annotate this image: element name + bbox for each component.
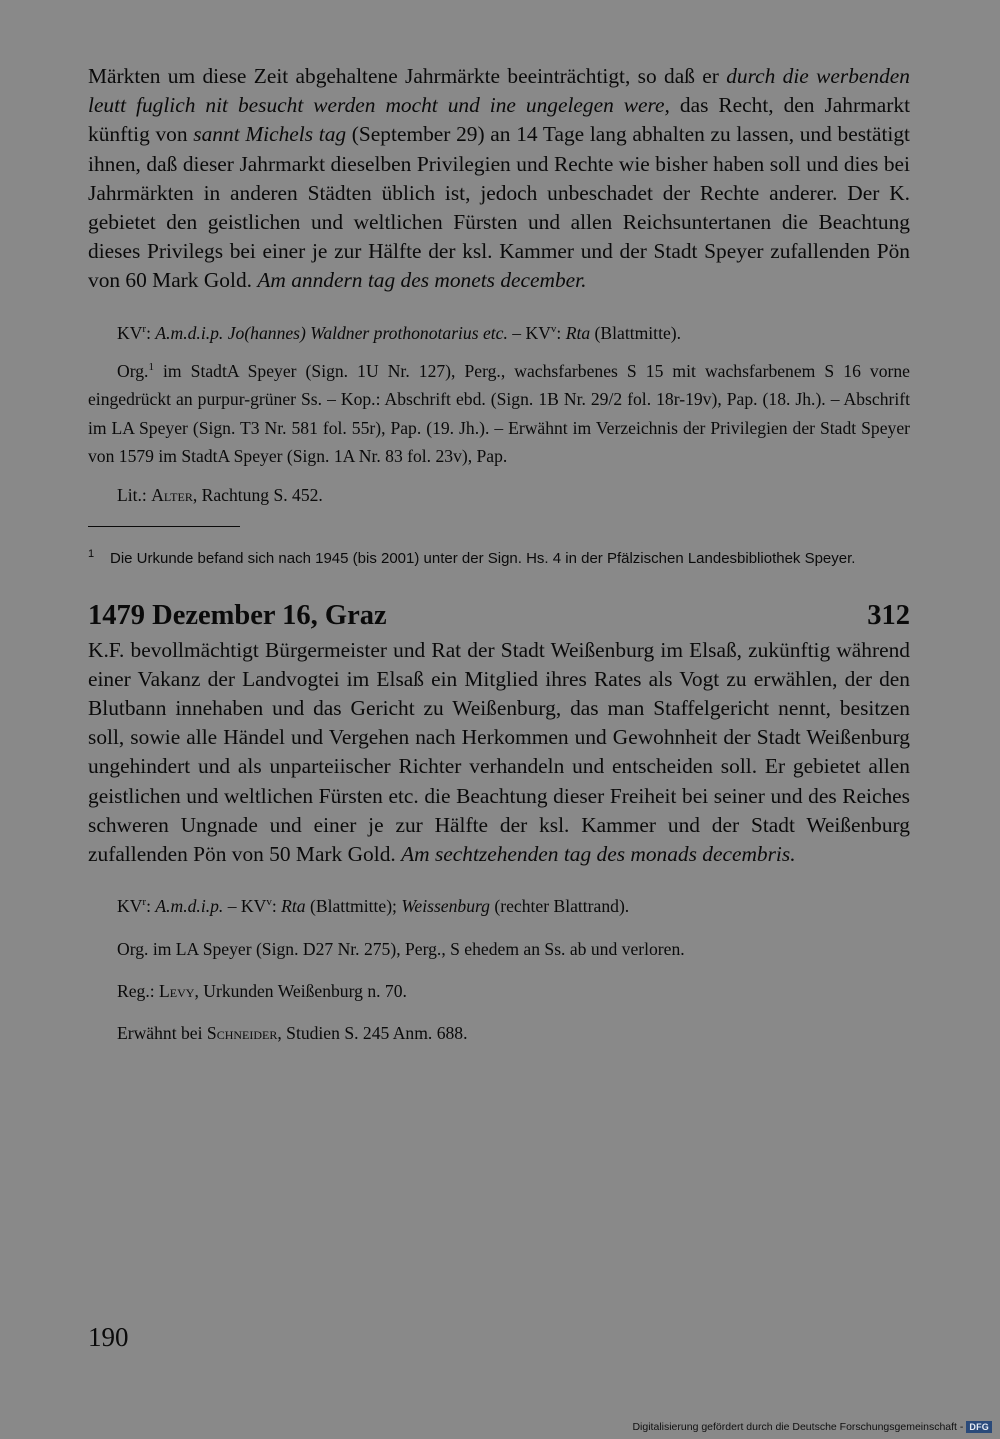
text-run: : xyxy=(146,896,156,917)
page-content xyxy=(88,62,910,1048)
text-run: : xyxy=(271,896,282,917)
text-run: Erwähnt bei xyxy=(117,1023,207,1044)
dfg-logo: DFG xyxy=(966,1421,992,1433)
superscript: r xyxy=(142,322,147,335)
text-run: KV xyxy=(117,896,143,917)
text-run: : xyxy=(556,322,566,343)
text-run: : xyxy=(146,322,156,343)
text-run: (Blattmitte); xyxy=(305,896,402,917)
superscript: v xyxy=(550,322,557,335)
text-run: (Blattmitte). xyxy=(590,322,682,343)
intro-paragraph xyxy=(88,62,910,296)
mention-note-2 xyxy=(88,1019,910,1047)
italic-text: sannt Michels tag xyxy=(193,122,347,147)
superscript: r xyxy=(142,896,147,909)
italic-text: A.m.d.i.p. Jo(hannes) Waldner prothonotarius etc. xyxy=(155,322,508,343)
author-name: Levy xyxy=(159,981,195,1001)
italic-text: Weissenburg xyxy=(401,896,490,917)
text-run: – KV xyxy=(507,322,551,343)
text-run: KV xyxy=(117,322,143,343)
italic-text: Rta xyxy=(565,322,591,343)
text-run: , Rachtung S. 452. xyxy=(192,484,323,505)
italic-text: Am sechtzehenden tag des monads decembris. xyxy=(401,841,796,866)
entry-number: 312 xyxy=(867,599,910,631)
text-run: – KV xyxy=(223,896,267,917)
text-run: (rechter Blattrand). xyxy=(489,896,630,917)
text-run: Org. im LA Speyer (Sign. D27 Nr. 275), Perg., S ehedem an Ss. ab und verloren. xyxy=(117,938,685,959)
italic-text: durch die werbenden leutt fuglich nit besucht werden mocht und ine ungelegen were, xyxy=(88,64,910,118)
literature-note-1 xyxy=(88,481,910,509)
entry-date-place: 1479 Dezember 16, Graz xyxy=(88,599,387,631)
text-run: , Urkunden Weißenburg n. 70. xyxy=(194,981,407,1001)
text-run: (September 29) an 14 Tage lang abhalten zu lassen, und bestätigt ihnen, daß dieser Jahrmarkt dieselben Privilegien und Rechte wie bisher haben soll und dies bei Jahrmärkten in anderen Städten üblich ist, jedoch unbeschadet der Rechte anderer. Der K. gebietet den geistlichen und weltlichen Fürsten und allen Reichsuntertanen die Beachtung dieses Privilegs bei einer je zur Hälfte der ksl. Kammer und der Stadt Speyer zufallenden Pön von 60 Mark Gold. xyxy=(88,122,910,293)
funding-credit xyxy=(632,1421,992,1433)
original-note-2 xyxy=(88,935,910,963)
italic-text: Rta xyxy=(281,896,306,917)
text-run: K.F. bevollmächtigt Bürgermeister und Rat der Stadt Weißenburg im Elsaß, zukünftig während einer Vakanz der Landvogtei im Elsaß ein Mitglied ihres Rates als Vogt zu erwählen, der den Blutbann innehaben und das Gericht zu Weißenburg, das man Staffelgericht nennt, besitzen soll, sowie alle Händel und Vergehen nach Herkommen und Gewohnheit der Stadt Weißenburg ungehindert und als unparteiischer Richter verhandeln und entscheiden soll. Er gebietet allen geistlichen und weltlichen Fürsten etc. die Beachtung dieser Freiheit bei seiner und des Reiches schweren Ungnade und einer je zur Hälfte der ksl. Kammer und der Stadt Weißenburg zufallenden Pön von 50 Mark Gold. xyxy=(88,637,910,866)
original-note-1 xyxy=(88,357,910,471)
footnote xyxy=(88,548,910,570)
superscript: 1 xyxy=(148,361,154,374)
text-run: , Studien S. 245 Anm. 688. xyxy=(277,1023,468,1044)
author-name: Schneider xyxy=(206,1023,278,1044)
italic-text: A.m.d.i.p. xyxy=(155,896,224,917)
page-number: 190 xyxy=(88,1322,129,1352)
italic-text: Am anndern tag des monets december. xyxy=(257,268,587,293)
kv-note-2 xyxy=(88,892,910,920)
kv-note-1 xyxy=(88,319,910,347)
regest-note-2 xyxy=(88,977,910,1005)
main-paragraph xyxy=(88,636,910,870)
text-run: das Recht, den Jahrmarkt künftig von xyxy=(88,93,911,147)
text-run: Märkten um diese Zeit abgehaltene Jahrmärkte beeinträchtigt, so daß er xyxy=(88,64,727,88)
text-run: Lit.: xyxy=(117,484,152,505)
superscript: v xyxy=(266,896,272,909)
entry-heading xyxy=(88,600,910,632)
footnote-mark: 1 xyxy=(88,548,95,561)
author-name: Alter xyxy=(151,484,193,505)
footnote-text: Die Urkunde befand sich nach 1945 (bis 2001) unter der Sign. Hs. 4 in der Pfälzischen Landesbibliothek Speyer. xyxy=(110,550,856,568)
funding-credit-text: Digitalisierung gefördert durch die Deutsche Forschungsgemeinschaft - xyxy=(632,1421,964,1433)
text-run: Reg.: xyxy=(117,981,160,1001)
text-run: im StadtA Speyer (Sign. 1U Nr. 127), Perg., wachsfarbenes S 15 mit wachsfarbenem S 16 vorne eingedrückt an purpur-grüner Ss. – Kop.: Abschrift ebd. (Sign. 1B Nr. 29/2 fol. 18r-19v), Pap. (18. Jh.). – Abschrift im LA Speyer (Sign. T3 Nr. 581 fol. 55r), Pap. (19. Jh.). – Erwähnt im Verzeichnis der Privilegien der Stadt Speyer von 1579 im StadtA Speyer (Sign. 1A Nr. 83 fol. 23v), Pap. xyxy=(88,361,910,467)
text-run: Org. xyxy=(117,361,149,382)
